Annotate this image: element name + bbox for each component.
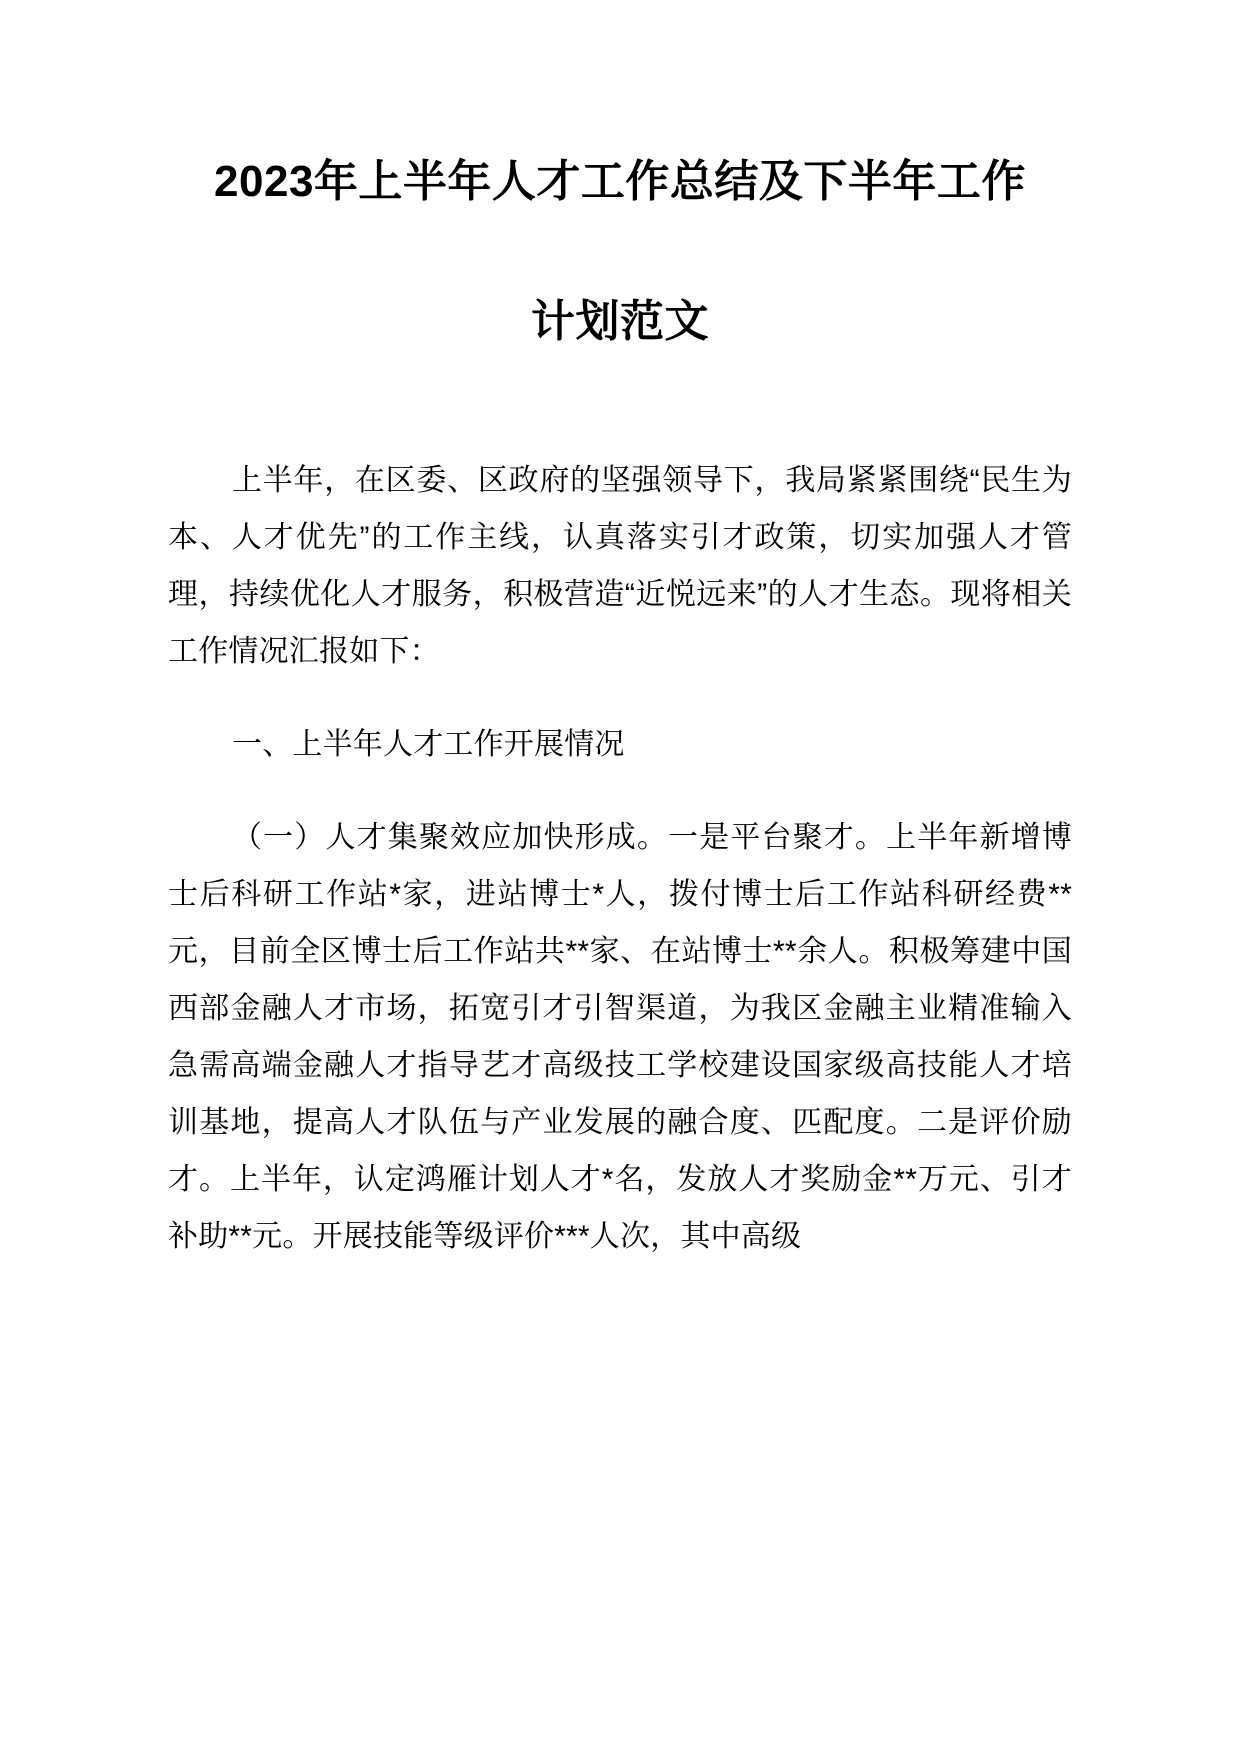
subsection-paragraph-1: （一）人才集聚效应加快形成。一是平台聚才。上半年新增博士后科研工作站*家，进站博士*人，拨付博士后工作站科研经费**元，目前全区博士后工作站共**家、在站博士**余人。积极筹建中国西部金融人才市场，拓宽引才引智渠道，为我区金融主业精准输入急需高端金融人才指导艺才高级技工学校建设国家级高技能人才培训基地，提高人才队伍与产业发展的融合度、匹配度。二是评价励才。上半年，认定鸿雁计划人才*名，发放人才奖励金**万元、引才补助**元。开展技能等级评价***人次，其中高级	[168, 821, 1072, 1253]
section-heading-1: 一、上半年人才工作开展情况	[232, 728, 625, 761]
page-title	[168, 0, 1072, 392]
page-content	[168, 0, 1072, 1265]
page-title-line-1: 2023年上半年人才工作总结及下半年工作	[214, 157, 1026, 206]
document-body	[168, 452, 1072, 1265]
intro-paragraph: 上半年，在区委、区政府的坚强领导下，我局紧紧围绕“民生为本、人才优先”的工作主线，认真落实引才政策，切实加强人才管理，持续优化人才服务，积极营造“近悦远来”的人才生态。现将相关工作情况汇报如下：	[168, 464, 1072, 668]
page-title-line-2: 计划范文	[531, 297, 709, 346]
